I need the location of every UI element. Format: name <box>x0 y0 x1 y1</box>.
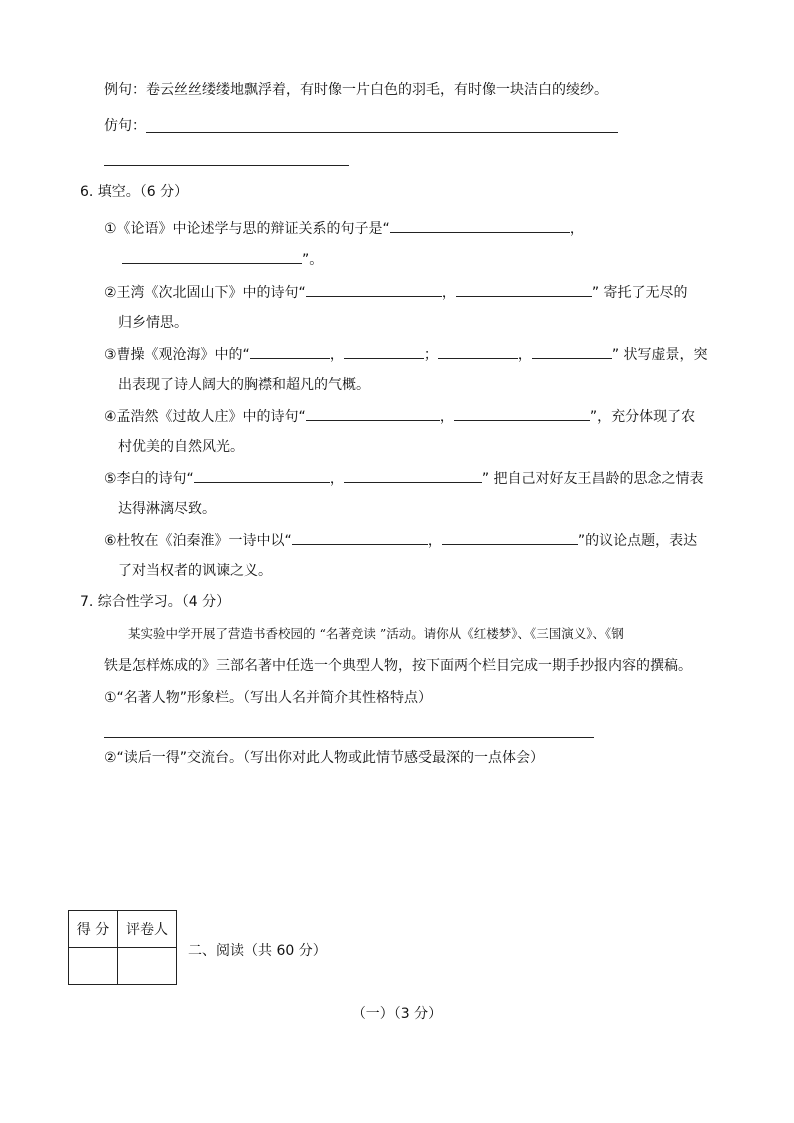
q6-item-1-sep: ， <box>569 221 584 237</box>
q6-blank-2b[interactable] <box>456 282 592 297</box>
score-header: 得 分 <box>69 911 118 948</box>
q6-blank-6b[interactable] <box>442 530 578 545</box>
q7-intro-line-2: 铁是怎样炼成的》三部名著中任选一个典型人物，按下面两个栏目完成一期手抄报内容的撰稿。 <box>104 658 692 674</box>
q6-item-6-sep: ， <box>427 533 442 549</box>
q6-item-6-tail: ”的议论点题，表达 <box>577 533 698 549</box>
q6-item-6 <box>104 530 697 551</box>
q7-intro-line-1: 某实验中学开展了营造书香校园的 “名著竞读 ”活动。请你从《红楼梦》、《三国演义》、《钢 <box>128 626 624 641</box>
q6-item-1 <box>104 218 584 239</box>
q6-blank-3b[interactable] <box>344 344 424 359</box>
q6-item-4-cont: 村优美的自然风光。 <box>118 439 244 455</box>
q6-item-3-sep3: ， <box>517 347 532 363</box>
q6-item-6-text: ⑥杜牧在《泊秦淮》一诗中以“ <box>104 533 292 549</box>
q6-blank-4a[interactable] <box>306 406 440 421</box>
q6-blank-2a[interactable] <box>306 282 442 297</box>
grader-cell[interactable] <box>118 948 177 985</box>
q7-title: 7. 综合性学习。（4 分） <box>80 594 231 610</box>
q6-item-5-cont: 达得淋漓尽致。 <box>118 501 216 517</box>
q6-item-1-text: ①《论语》中论述学与思的辩证关系的句子是“ <box>104 221 390 237</box>
example-sentence: 例句：卷云丝丝缕缕地飘浮着，有时像一片白色的羽毛，有时像一块洁白的绫纱。 <box>104 82 608 98</box>
q6-item-2 <box>104 282 688 303</box>
q6-blank-5b[interactable] <box>344 468 482 483</box>
q6-item-3-cont: 出表现了诗人阔大的胸襟和超凡的气概。 <box>118 377 370 393</box>
q6-title: 6. 填空。（6 分） <box>80 184 189 200</box>
q6-blank-3d[interactable] <box>532 344 612 359</box>
q6-blank-1a[interactable] <box>390 218 570 233</box>
q7-item-1: ①“名著人物”形象栏。（写出人名并简介其性格特点） <box>104 690 433 706</box>
q6-blank-3c[interactable] <box>438 344 518 359</box>
q6-item-5 <box>104 468 704 489</box>
q6-item-1-end: ”。 <box>302 252 324 268</box>
q7-item-2: ②“读后一得”交流台。（写出你对此人物或此情节感受最深的一点体会） <box>104 750 545 766</box>
section-2-subtitle: （一）（3 分） <box>351 1006 443 1022</box>
q6-blank-4b[interactable] <box>454 406 590 421</box>
imitate-answer-line-1[interactable] <box>146 132 618 133</box>
q6-blank-3a[interactable] <box>250 344 330 359</box>
q6-blank-1b[interactable] <box>122 249 302 264</box>
score-table <box>68 910 177 985</box>
score-cell[interactable] <box>69 948 118 985</box>
q6-item-4 <box>104 406 695 427</box>
q6-item-3-tail: ” 状写虚景，突 <box>611 347 708 363</box>
q6-item-5-text: ⑤李白的诗句“ <box>104 471 194 487</box>
q6-blank-6a[interactable] <box>292 530 428 545</box>
q6-item-2-sep: ， <box>441 285 456 301</box>
q6-item-2-text: ②王湾《次北固山下》中的诗句“ <box>104 285 306 301</box>
imitate-label: 仿句： <box>104 118 146 134</box>
q6-item-2-cont: 归乡情思。 <box>118 315 188 331</box>
q6-item-1-cont <box>122 249 323 270</box>
section-2-title: 二、阅读（共 60 分） <box>188 943 327 959</box>
q6-item-5-sep: ， <box>329 471 344 487</box>
q6-item-2-tail: ” 寄托了无尽的 <box>591 285 688 301</box>
q6-item-3-sep2: ； <box>423 347 438 363</box>
q7-answer-line-1[interactable] <box>104 737 594 738</box>
q6-item-3-text: ③曹操《观沧海》中的“ <box>104 347 250 363</box>
imitate-answer-line-2[interactable] <box>104 165 349 166</box>
q6-item-4-sep: ， <box>439 409 454 425</box>
q6-item-3 <box>104 344 708 365</box>
q6-item-6-cont: 了对当权者的讽谏之义。 <box>118 563 272 579</box>
q6-item-3-sep1: ， <box>329 347 344 363</box>
q6-blank-5a[interactable] <box>194 468 330 483</box>
grader-header: 评卷人 <box>118 911 177 948</box>
q6-item-4-tail: ”，充分体现了农 <box>589 409 696 425</box>
q6-item-4-text: ④孟浩然《过故人庄》中的诗句“ <box>104 409 306 425</box>
q6-item-5-tail: ” 把自己对好友王昌龄的思念之情表 <box>481 471 704 487</box>
